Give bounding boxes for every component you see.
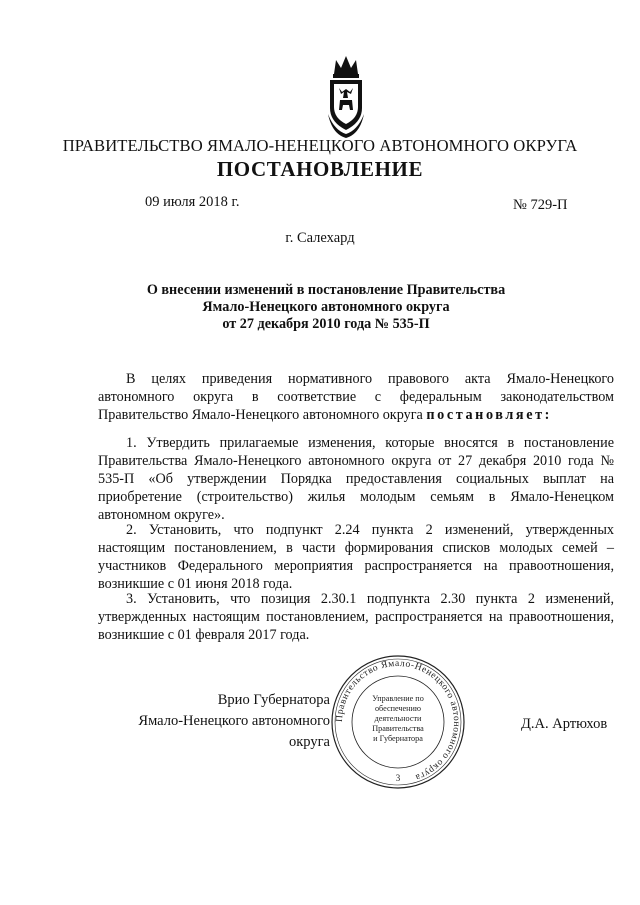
- document-subject: [80, 282, 572, 333]
- subject-line: О внесении изменений в постановление Правительства: [146, 282, 506, 298]
- subject-line: от 27 декабря 2010 года № 535-П: [222, 316, 430, 332]
- paragraph-item-3: [98, 590, 614, 644]
- item-3-text: 3. Установить, что позиция 2.30.1 подпункта 2.30 пункта 2 изменений, утвержденных настоящим постановлением, распространяется на правоотношения, возникшие с 01 февраля 2017 года.: [98, 591, 614, 643]
- stamp-ring-text: Правительство Ямало-Ненецкого автономного округа: [334, 658, 462, 783]
- stamp-center-line: Управление по: [372, 694, 424, 703]
- stamp-number: 3: [395, 773, 401, 783]
- government-title: ПРАВИТЕЛЬСТВО ЯМАЛО-НЕНЕЦКОГО АВТОНОМНОГО ОКРУГА: [62, 136, 578, 155]
- stamp-center-line: обеспечению: [374, 704, 422, 713]
- signer-title-line: Врио Губернатора: [217, 692, 330, 708]
- decree-word: постановляет:: [426, 407, 552, 423]
- signer-title-line: Ямало-Ненецкого автономного округа: [138, 713, 330, 750]
- document-city: г. Салехард: [285, 230, 355, 246]
- stamp-center-text: [356, 694, 440, 744]
- signer-title: [95, 690, 330, 753]
- document-number: № 729-П: [513, 197, 568, 213]
- stamp-center-line: Правительства: [372, 724, 424, 733]
- document-type: ПОСТАНОВЛЕНИЕ: [216, 157, 424, 181]
- paragraph-item-1: [98, 434, 614, 524]
- subject-line: Ямало-Ненецкого автономного округа: [202, 299, 450, 315]
- coat-of-arms-icon: [322, 52, 370, 140]
- item-1-text: 1. Утвердить прилагаемые изменения, которые вносятся в постановление Правительства Ямало-Ненецкого автономного округа от 27 декабря 2010 года № 535-П «Об утверждении Порядка предоставления социальных выплат на приобретение (строительство) жилья молодым семьям в Ямало-Ненецком автономном округе».: [98, 435, 614, 523]
- stamp-center-line: деятельности: [374, 714, 422, 723]
- paragraph-item-2: [98, 521, 614, 593]
- signer-name: Д.А. Артюхов: [521, 716, 608, 732]
- preamble-text: В целях приведения нормативного правового акта Ямало-Ненецкого автономного округа в соответствие с федеральным законодательством Правительство Ямало-Ненецкого автономного округа: [98, 371, 614, 423]
- preamble-paragraph: [98, 370, 614, 424]
- document-date: 09 июля 2018 г.: [145, 194, 240, 210]
- item-2-text: 2. Установить, что подпункт 2.24 пункта 2 изменений, утвержденных настоящим постановлением, в части формирования списков молодых семей – участников Федерального мероприятия распространяется на правоотношения, возникшие с 01 июня 2018 года.: [98, 522, 614, 592]
- stamp-center-line: и Губернатора: [373, 734, 423, 743]
